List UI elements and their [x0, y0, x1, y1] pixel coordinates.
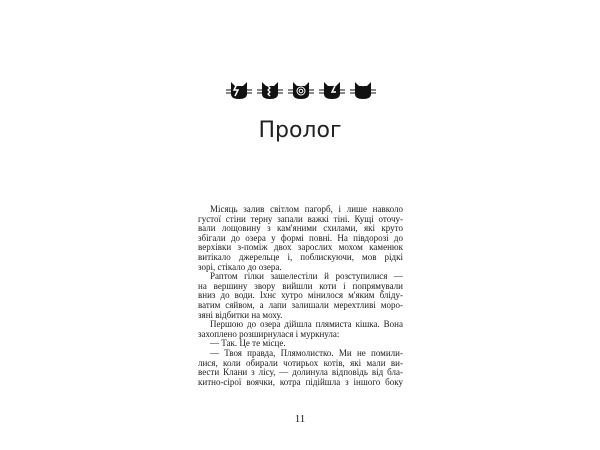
text-line: вести Клани з лісу, — долинула відповідь від бла-: [198, 368, 403, 378]
text-line: ватим сяйвом, а лапи залишали мерехтливі моро-: [198, 300, 403, 310]
text-line: Місяць залив світлом пагорб, і лише навколо: [210, 205, 403, 214]
text-line: вниз до води. Їхнє хутро мінилося м'яким бліду-: [198, 291, 403, 301]
text-line: лися, коли обирали чотирьох котів, які мали ви-: [198, 358, 403, 368]
text-line: Першою до озера дійшла плямиста кішка. Вона: [210, 320, 403, 330]
text-line: на вершину звору вийшли коти і попрямували: [198, 281, 403, 291]
cat-tuft-icon: [350, 80, 376, 105]
body-text: [198, 205, 403, 387]
text-line: витікало джерельце і, поблискуючи, мов рідкі: [198, 252, 403, 262]
text-line: верхівки з-поміж двох зарослих мохом каменюк: [198, 243, 403, 253]
cat-notch-icon: [319, 80, 345, 105]
text-line: захоплено розширнулася і муркнула:: [198, 329, 340, 339]
cat-spiral-icon: [288, 80, 314, 105]
text-line: густої стіни терну запали важкі тіні. Кущі оточу-: [198, 214, 403, 224]
text-line: китно-сірої воячки, котра підійшла з іншого боку: [198, 377, 403, 387]
text-line: — Так. Це те місце.: [210, 339, 286, 349]
text-line: зорі, стікало до озера.: [198, 262, 282, 272]
text-line: збігали до озера у формі повні. На півдорозі до: [198, 233, 403, 243]
chapter-title: Пролог: [258, 118, 342, 143]
text-line: вали лощовину з кам'яними схилами, які круто: [198, 224, 403, 234]
text-line: зяні відбитки на моху.: [198, 310, 283, 320]
cat-lightning-icon: [226, 80, 252, 105]
chapter-ornaments: [226, 80, 376, 105]
text-line: — Твоя правда, Плямолистко. Ми не помили-: [210, 348, 403, 358]
cat-zigzag-icon: [257, 80, 283, 105]
text-line: Раптом гілки зашелестіли й розступилися —: [210, 272, 403, 282]
page-number: 11: [294, 413, 306, 425]
